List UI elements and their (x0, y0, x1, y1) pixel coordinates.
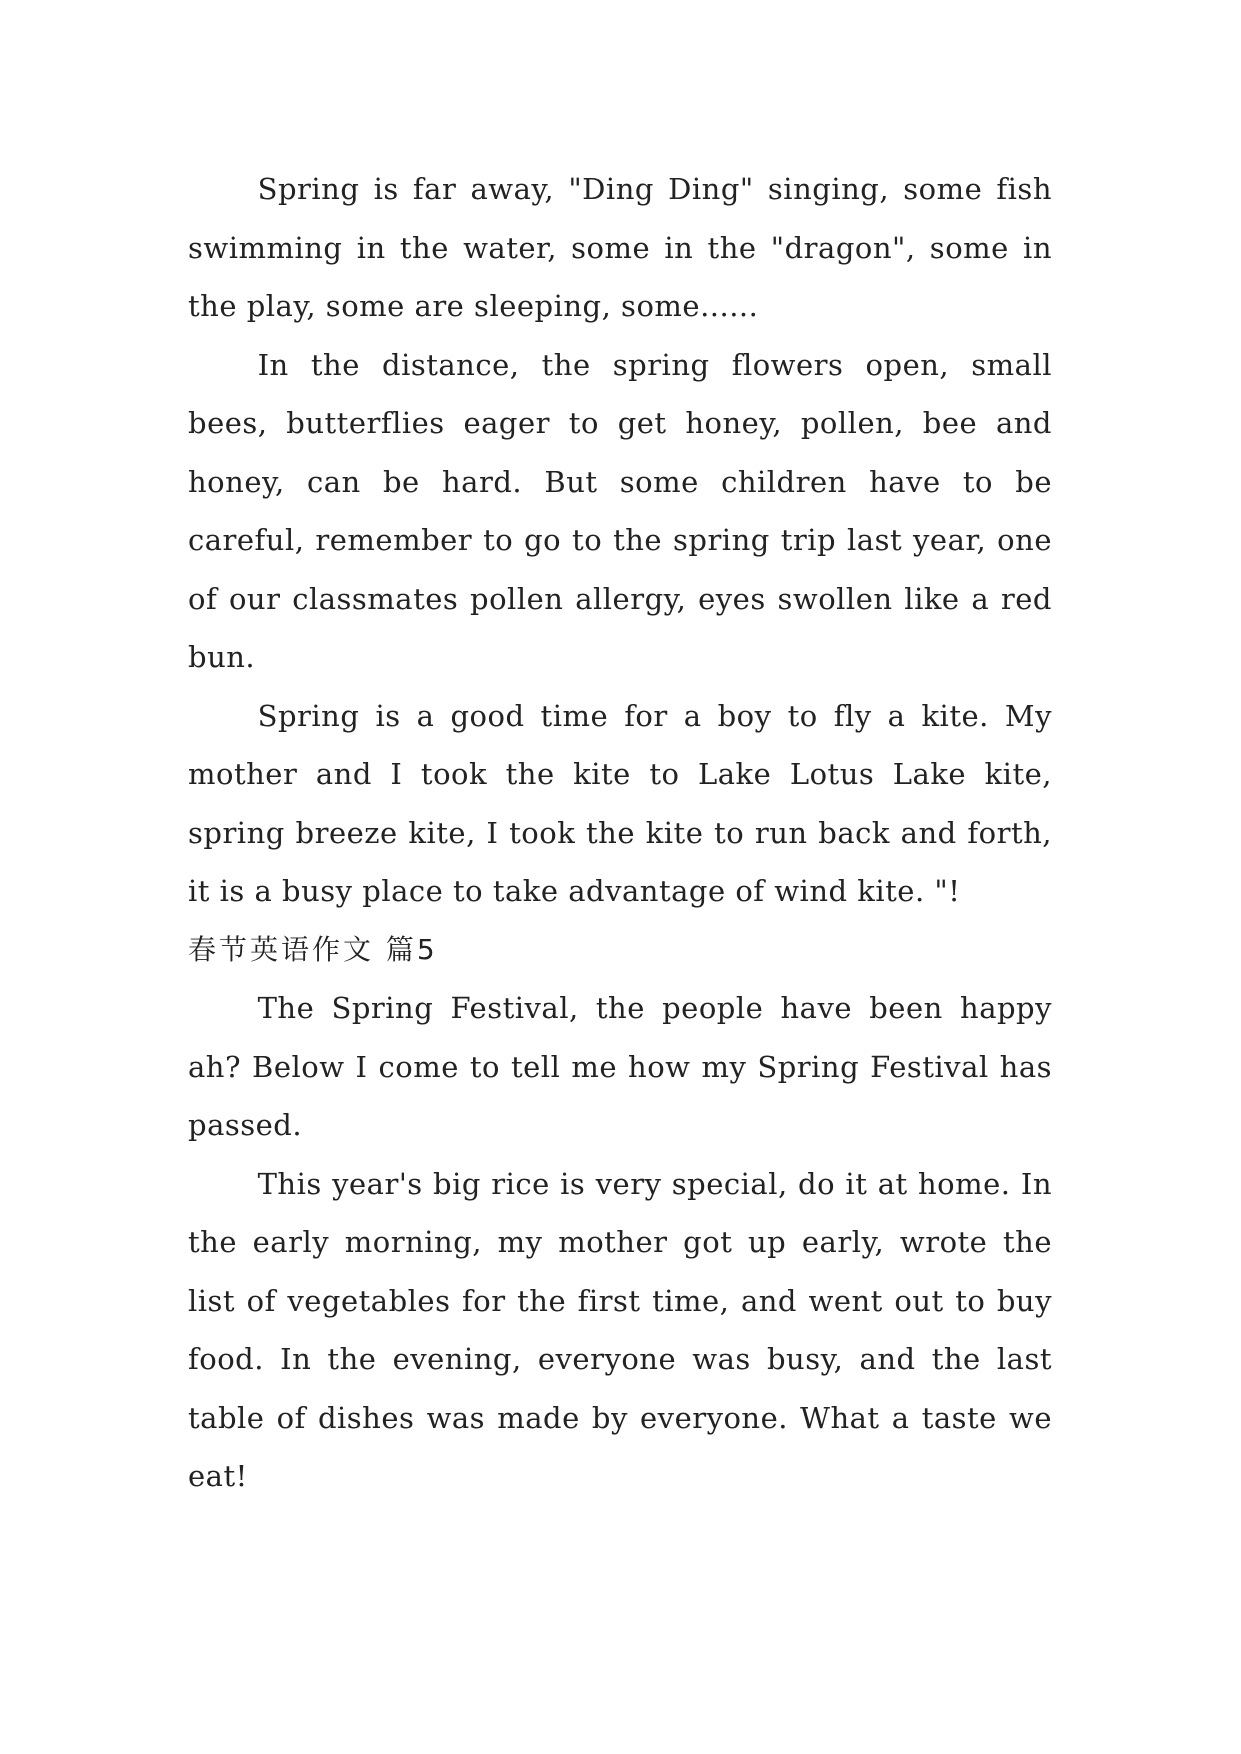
paragraph-spring-festival: The Spring Festival, the people have been happy ah? Below I come to tell me how my Spring Festival has passed. (188, 991, 1052, 1142)
paragraph-fish: Spring is far away, "Ding Ding" singing, some fish swimming in the water, some in the "dragon", some in the play, some are sleeping, some...... (188, 172, 1052, 323)
paragraph-kite: Spring is a good time for a boy to fly a kite. My mother and I took the kite to Lake Lotus Lake kite, spring breeze kite, I took the kite to run back and forth, it is a busy place to take advantage of wind kite. "! (188, 698, 1052, 908)
document-body (188, 160, 1052, 1506)
section-heading: 春节英语作文 篇5 (188, 932, 438, 966)
paragraph-flowers-bees: In the distance, the spring flowers open, small bees, butterflies eager to get honey, pollen, bee and honey, can be hard. But some children have to be careful, remember to go to the spring trip last year, one of our classmates pollen allergy, eyes swollen like a red bun. (188, 347, 1052, 674)
paragraph-big-rice: This year's big rice is very special, do it at home. In the early morning, my mother got up early, wrote the list of vegetables for the first time, and went out to buy food. In the evening, everyone was busy, and the last table of dishes was made by everyone. What a taste we eat! (188, 1166, 1052, 1493)
